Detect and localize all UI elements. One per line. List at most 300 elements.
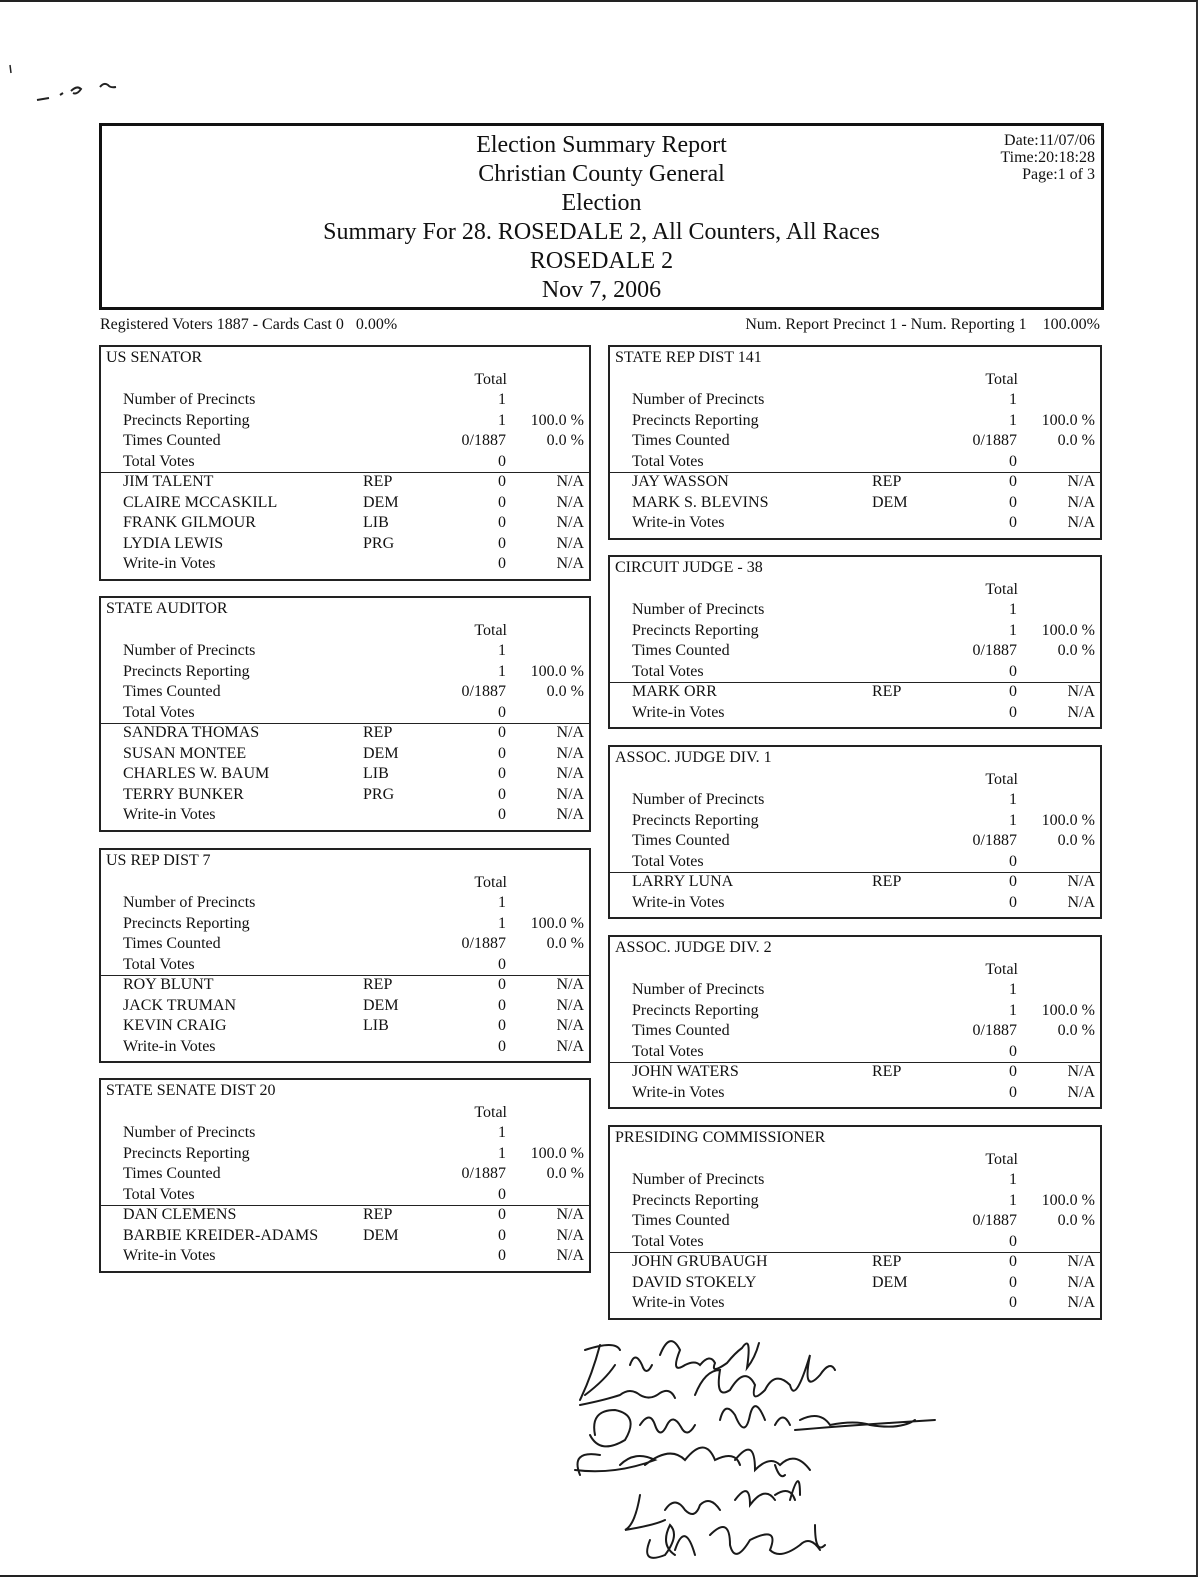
race-8 (608, 935, 1102, 1109)
candidate-pct: N/A (1067, 683, 1095, 700)
candidate-party: PRG (363, 785, 395, 803)
candidate-name: MARK S. BLEVINS (632, 493, 769, 511)
candidate-party: REP (872, 873, 902, 890)
registered-voters-line: Registered Voters 1887 - Cards Cast 0 0.00% (100, 316, 398, 333)
row-total: 1 (1009, 601, 1017, 618)
header-line-1: Election Summary Report (476, 132, 727, 158)
row-label: Total Votes (123, 703, 195, 721)
report-date: Date:11/07/06 (1004, 132, 1095, 149)
candidate-party: DEM (872, 1273, 908, 1291)
candidate-row (101, 805, 589, 825)
total-votes-row (610, 1232, 1100, 1252)
candidate-party: DEM (363, 1226, 399, 1244)
header-line-5: ROSEDALE 2 (529, 248, 674, 274)
race-5 (608, 345, 1102, 540)
candidate-votes: 0 (498, 765, 506, 782)
candidate-name: JACK TRUMAN (123, 996, 237, 1014)
row-total: 1 (498, 1144, 506, 1162)
row-label: Total Votes (123, 452, 195, 470)
row-label: Precincts Reporting (123, 411, 250, 429)
total-header: Total (474, 1103, 507, 1121)
candidate-name: FRANK GILMOUR (123, 514, 256, 531)
candidate-pct: N/A (556, 744, 584, 762)
total-header-row (610, 770, 1100, 790)
candidate-name: Write-in Votes (632, 893, 725, 911)
number-of-precincts-row (610, 600, 1100, 620)
times-counted-row (610, 1021, 1100, 1041)
candidate-votes: 0 (498, 534, 506, 552)
candidate-pct: N/A (556, 996, 584, 1014)
candidate-row (101, 1246, 589, 1266)
candidate-row (610, 893, 1100, 913)
row-total: 0/1887 (461, 432, 506, 449)
candidate-name: JAY WASSON (632, 473, 729, 490)
stray-marks (5, 55, 125, 115)
candidate-name: ROY BLUNT (123, 976, 214, 993)
precincts-reporting-row (101, 914, 589, 934)
race-title: STATE SENATE DIST 20 (106, 1082, 276, 1099)
total-header: Total (474, 370, 507, 388)
candidate-row (101, 723, 589, 743)
row-label: Number of Precincts (632, 1171, 765, 1188)
times-counted-row (101, 934, 589, 954)
row-label: Times Counted (632, 642, 730, 659)
row-total: 0/1887 (461, 935, 506, 952)
number-of-precincts-row (610, 980, 1100, 1000)
row-label: Precincts Reporting (123, 914, 250, 932)
total-header: Total (985, 370, 1018, 388)
candidate-row (610, 513, 1100, 533)
candidate-votes: 0 (1009, 873, 1017, 890)
row-pct: 100.0 % (1041, 1191, 1095, 1209)
candidate-votes: 0 (498, 514, 506, 531)
candidate-pct: N/A (1067, 1273, 1095, 1291)
candidate-name: JOHN WATERS (632, 1063, 739, 1080)
row-pct: 0.0 % (1057, 1022, 1095, 1039)
candidate-pct: N/A (556, 473, 584, 490)
candidate-pct: N/A (556, 1017, 584, 1034)
candidate-name: Write-in Votes (632, 514, 725, 531)
report-header (99, 123, 1104, 310)
candidate-row (101, 472, 589, 492)
number-of-precincts-row (101, 390, 589, 410)
header-meta (1000, 132, 1095, 183)
candidate-votes: 0 (1009, 514, 1017, 531)
row-total: 0 (1009, 452, 1017, 470)
row-pct: 0.0 % (1057, 1212, 1095, 1229)
candidate-row (610, 1252, 1100, 1272)
candidate-party: PRG (363, 534, 395, 552)
candidate-row (101, 1037, 589, 1057)
number-of-precincts-row (101, 1123, 589, 1143)
race-title: PRESIDING COMMISSIONER (615, 1129, 826, 1146)
candidate-name: DAN CLEMENS (123, 1206, 237, 1223)
row-label: Total Votes (632, 1232, 704, 1250)
row-label: Precincts Reporting (632, 411, 759, 429)
candidate-party: REP (872, 1063, 902, 1080)
candidate-pct: N/A (556, 785, 584, 803)
candidate-party: LIB (363, 765, 389, 782)
row-pct: 0.0 % (1057, 642, 1095, 659)
candidate-row (101, 513, 589, 533)
candidate-name: Write-in Votes (123, 1037, 216, 1055)
number-of-precincts-row (610, 390, 1100, 410)
candidate-name: Write-in Votes (632, 1294, 725, 1311)
candidate-party: REP (363, 976, 393, 993)
race-title: ASSOC. JUDGE DIV. 2 (615, 939, 772, 956)
row-label: Times Counted (632, 832, 730, 849)
candidate-votes: 0 (1009, 893, 1017, 911)
number-of-precincts-row (101, 893, 589, 913)
total-header: Total (985, 580, 1018, 598)
candidate-votes: 0 (1009, 683, 1017, 700)
total-votes-row (101, 452, 589, 472)
row-label: Times Counted (123, 432, 221, 449)
row-label: Total Votes (123, 1185, 195, 1203)
row-pct: 100.0 % (1041, 411, 1095, 429)
header-line-2: Christian County General (478, 161, 725, 187)
candidate-name: SANDRA THOMAS (123, 724, 260, 741)
candidate-pct: N/A (556, 1037, 584, 1055)
candidate-votes: 0 (498, 473, 506, 490)
total-votes-row (610, 852, 1100, 872)
total-header: Total (985, 1150, 1018, 1168)
row-label: Precincts Reporting (632, 811, 759, 829)
total-votes-row (610, 452, 1100, 472)
row-label: Number of Precincts (123, 1124, 256, 1141)
row-total: 0 (498, 1185, 506, 1203)
row-label: Total Votes (123, 955, 195, 973)
candidate-party: DEM (363, 744, 399, 762)
row-total: 1 (498, 914, 506, 932)
candidate-row (101, 1016, 589, 1036)
candidate-votes: 0 (1009, 703, 1017, 721)
row-total: 1 (1009, 1001, 1017, 1019)
row-label: Number of Precincts (123, 642, 256, 659)
candidate-votes: 0 (498, 1037, 506, 1055)
precincts-reporting-row (610, 1191, 1100, 1211)
candidate-row (610, 682, 1100, 702)
candidate-name: Write-in Votes (632, 703, 725, 721)
race-title: US SENATOR (106, 349, 203, 366)
candidate-name: CHARLES W. BAUM (123, 765, 270, 782)
candidate-name: JIM TALENT (123, 473, 214, 490)
header-line-6: Nov 7, 2006 (541, 277, 662, 303)
race-title: STATE REP DIST 141 (615, 349, 762, 366)
candidate-name: Write-in Votes (632, 1083, 725, 1101)
total-header-row (610, 580, 1100, 600)
row-label: Total Votes (632, 852, 704, 870)
row-label: Times Counted (632, 1022, 730, 1039)
race-2 (99, 596, 591, 832)
total-votes-row (610, 662, 1100, 682)
candidate-row (101, 1205, 589, 1225)
row-label: Precincts Reporting (123, 662, 250, 680)
candidate-pct: N/A (556, 724, 584, 741)
candidate-pct: N/A (556, 514, 584, 531)
candidate-votes: 0 (498, 996, 506, 1014)
candidate-pct: N/A (556, 493, 584, 511)
candidate-pct: N/A (1067, 1253, 1095, 1270)
precincts-reporting-row (610, 1001, 1100, 1021)
number-of-precincts-row (101, 641, 589, 661)
row-total: 1 (498, 662, 506, 680)
candidate-pct: N/A (556, 1226, 584, 1244)
signatures (545, 1325, 965, 1575)
row-label: Times Counted (632, 1212, 730, 1229)
precincts-reporting-row (101, 411, 589, 431)
row-total: 0/1887 (972, 1212, 1017, 1229)
row-pct: 100.0 % (530, 1144, 584, 1162)
candidate-party: LIB (363, 514, 389, 531)
report-page: Page:1 of 3 (1022, 166, 1095, 183)
row-total: 1 (1009, 791, 1017, 808)
candidate-party: REP (363, 724, 393, 741)
candidate-row (101, 996, 589, 1016)
total-header-row (101, 621, 589, 641)
row-label: Number of Precincts (632, 391, 765, 408)
row-total: 1 (498, 894, 506, 911)
row-total: 0 (498, 703, 506, 721)
precincts-reporting-row (101, 662, 589, 682)
candidate-name: KEVIN CRAIG (123, 1017, 227, 1034)
candidate-votes: 0 (1009, 1253, 1017, 1270)
row-pct: 0.0 % (1057, 432, 1095, 449)
candidate-party: DEM (872, 493, 908, 511)
row-total: 1 (498, 642, 506, 659)
candidate-pct: N/A (1067, 1294, 1095, 1311)
total-header-row (610, 960, 1100, 980)
row-total: 0 (1009, 1042, 1017, 1060)
row-label: Times Counted (123, 935, 221, 952)
header-title-block (102, 131, 1101, 305)
candidate-votes: 0 (498, 785, 506, 803)
candidate-row (610, 703, 1100, 723)
row-total: 0 (1009, 852, 1017, 870)
row-total: 1 (1009, 981, 1017, 998)
row-total: 1 (498, 1124, 506, 1141)
row-total: 0/1887 (972, 432, 1017, 449)
row-label: Number of Precincts (632, 601, 765, 618)
row-pct: 0.0 % (546, 683, 584, 700)
row-label: Times Counted (123, 1165, 221, 1182)
candidate-votes: 0 (498, 806, 506, 823)
row-total: 1 (1009, 1191, 1017, 1209)
total-header-row (101, 370, 589, 390)
precincts-reporting-row (610, 621, 1100, 641)
candidate-votes: 0 (1009, 473, 1017, 490)
total-header: Total (985, 960, 1018, 978)
candidate-pct: N/A (1067, 473, 1095, 490)
row-label: Total Votes (632, 1042, 704, 1060)
times-counted-row (101, 682, 589, 702)
candidate-name: LYDIA LEWIS (123, 534, 224, 552)
candidate-party: DEM (363, 493, 399, 511)
candidate-name: MARK ORR (632, 683, 717, 700)
race-title: CIRCUIT JUDGE - 38 (615, 559, 763, 576)
row-pct: 100.0 % (1041, 811, 1095, 829)
candidate-name: Write-in Votes (123, 555, 216, 572)
candidate-row (610, 1293, 1100, 1313)
candidate-votes: 0 (498, 493, 506, 511)
candidate-votes: 0 (498, 1226, 506, 1244)
race-7 (608, 745, 1102, 919)
candidate-pct: N/A (1067, 493, 1095, 511)
total-votes-row (610, 1042, 1100, 1062)
row-total: 0/1887 (461, 683, 506, 700)
row-total: 1 (1009, 621, 1017, 639)
times-counted-row (610, 831, 1100, 851)
candidate-pct: N/A (1067, 703, 1095, 721)
row-label: Times Counted (632, 432, 730, 449)
total-header: Total (474, 621, 507, 639)
candidate-votes: 0 (1009, 1273, 1017, 1291)
total-header-row (610, 370, 1100, 390)
precincts-reporting-row (101, 1144, 589, 1164)
row-total: 0/1887 (461, 1165, 506, 1182)
row-total: 1 (1009, 1171, 1017, 1188)
candidate-row (610, 493, 1100, 513)
race-title: ASSOC. JUDGE DIV. 1 (615, 749, 772, 766)
candidate-row (101, 1226, 589, 1246)
times-counted-row (101, 1164, 589, 1184)
row-pct: 0.0 % (546, 432, 584, 449)
reporting-line: Num. Report Precinct 1 - Num. Reporting 1 100.00% (745, 316, 1100, 333)
candidate-pct: N/A (1067, 1063, 1095, 1080)
candidate-row (610, 1083, 1100, 1103)
row-pct: 0.0 % (1057, 832, 1095, 849)
candidate-name: Write-in Votes (123, 806, 216, 823)
candidate-pct: N/A (556, 976, 584, 993)
row-total: 0 (1009, 1232, 1017, 1250)
candidate-votes: 0 (1009, 1294, 1017, 1311)
total-votes-row (101, 955, 589, 975)
row-label: Number of Precincts (632, 791, 765, 808)
row-pct: 0.0 % (546, 1165, 584, 1182)
race-4 (99, 1078, 591, 1273)
row-total: 0 (1009, 662, 1017, 680)
times-counted-row (610, 431, 1100, 451)
candidate-votes: 0 (498, 1206, 506, 1223)
row-label: Times Counted (123, 683, 221, 700)
total-votes-row (101, 703, 589, 723)
candidate-party: LIB (363, 1017, 389, 1034)
row-pct: 0.0 % (546, 935, 584, 952)
row-label: Precincts Reporting (632, 621, 759, 639)
row-label: Precincts Reporting (632, 1191, 759, 1209)
candidate-votes: 0 (498, 724, 506, 741)
candidate-name: CLAIRE MCCASKILL (123, 493, 278, 511)
candidate-row (610, 472, 1100, 492)
candidate-name: BARBIE KREIDER-ADAMS (123, 1226, 319, 1244)
candidate-name: TERRY BUNKER (123, 785, 244, 803)
row-pct: 100.0 % (1041, 621, 1095, 639)
row-total: 1 (1009, 811, 1017, 829)
candidate-pct: N/A (556, 1206, 584, 1223)
candidate-party: REP (363, 473, 393, 490)
candidate-votes: 0 (1009, 1083, 1017, 1101)
candidate-party: REP (872, 683, 902, 700)
candidate-name: Write-in Votes (123, 1247, 216, 1264)
total-header: Total (474, 873, 507, 891)
candidate-row (101, 534, 589, 554)
row-total: 0 (498, 955, 506, 973)
candidate-votes: 0 (1009, 1063, 1017, 1080)
candidate-party: DEM (363, 996, 399, 1014)
candidate-name: DAVID STOKELY (632, 1273, 757, 1291)
row-label: Number of Precincts (632, 981, 765, 998)
row-total: 0/1887 (972, 1022, 1017, 1039)
candidate-row (101, 554, 589, 574)
race-9 (608, 1125, 1102, 1320)
row-pct: 100.0 % (530, 411, 584, 429)
header-line-4: Summary For 28. ROSEDALE 2, All Counters, All Races (323, 219, 880, 245)
candidate-votes: 0 (1009, 493, 1017, 511)
candidate-row (101, 744, 589, 764)
race-title: US REP DIST 7 (106, 852, 211, 869)
candidate-pct: N/A (1067, 893, 1095, 911)
number-of-precincts-row (610, 1170, 1100, 1190)
candidate-votes: 0 (498, 1247, 506, 1264)
candidate-row (101, 764, 589, 784)
candidate-row (101, 785, 589, 805)
candidate-row (610, 1062, 1100, 1082)
candidate-pct: N/A (1067, 873, 1095, 890)
candidate-votes: 0 (498, 1017, 506, 1034)
row-pct: 100.0 % (530, 914, 584, 932)
candidate-pct: N/A (556, 555, 584, 572)
total-header-row (101, 1103, 589, 1123)
row-total: 1 (498, 411, 506, 429)
times-counted-row (101, 431, 589, 451)
candidate-votes: 0 (498, 744, 506, 762)
candidate-pct: N/A (556, 534, 584, 552)
candidate-votes: 0 (498, 976, 506, 993)
candidate-party: REP (363, 1206, 393, 1223)
candidate-pct: N/A (1067, 514, 1095, 531)
precincts-reporting-row (610, 411, 1100, 431)
report-time: Time:20:18:28 (1000, 149, 1095, 166)
race-3 (99, 848, 591, 1063)
header-line-3: Election (561, 190, 642, 216)
race-6 (608, 555, 1102, 729)
row-total: 0 (498, 452, 506, 470)
total-header-row (101, 873, 589, 893)
candidate-party: REP (872, 473, 902, 490)
candidate-pct: N/A (1067, 1083, 1095, 1101)
precincts-reporting-row (610, 811, 1100, 831)
candidate-row (610, 1273, 1100, 1293)
total-header-row (610, 1150, 1100, 1170)
number-of-precincts-row (610, 790, 1100, 810)
race-title: STATE AUDITOR (106, 600, 228, 617)
candidate-pct: N/A (556, 806, 584, 823)
row-label: Precincts Reporting (123, 1144, 250, 1162)
candidate-name: SUSAN MONTEE (123, 744, 247, 762)
candidate-row (101, 493, 589, 513)
times-counted-row (610, 641, 1100, 661)
row-total: 1 (1009, 411, 1017, 429)
candidate-votes: 0 (498, 555, 506, 572)
row-label: Number of Precincts (123, 391, 256, 408)
candidate-row (610, 872, 1100, 892)
candidate-party: REP (872, 1253, 902, 1270)
row-label: Number of Precincts (123, 894, 256, 911)
row-pct: 100.0 % (1041, 1001, 1095, 1019)
candidate-name: LARRY LUNA (632, 873, 734, 890)
row-label: Total Votes (632, 452, 704, 470)
row-total: 0/1887 (972, 642, 1017, 659)
